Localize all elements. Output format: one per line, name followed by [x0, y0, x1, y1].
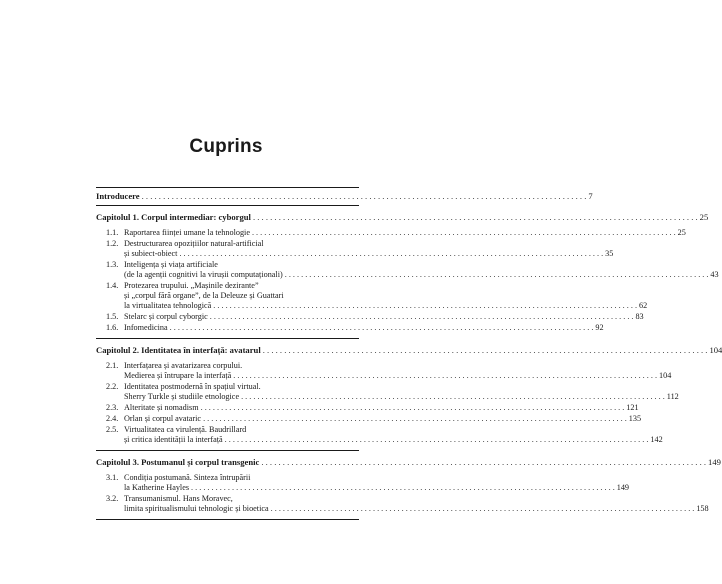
toc-entry-section: [96, 494, 709, 514]
page-number: 25: [677, 228, 686, 237]
page-number: 104: [709, 345, 722, 355]
divider: [96, 519, 359, 520]
entry-label: Capitolul 2. Identitatea în interfață: avatarul: [96, 345, 261, 355]
section-title: [124, 425, 663, 445]
section-title-last-line: [124, 371, 671, 381]
page-title: Cuprins: [189, 136, 263, 157]
section-title: [124, 494, 709, 514]
section-title-last-line: [124, 323, 604, 333]
section-title: [124, 228, 686, 238]
entry-label: Introducere: [96, 191, 140, 201]
section-title-line: la Katherine Hayles: [124, 483, 190, 492]
section-title-last-line: [124, 483, 629, 493]
section-number: 1.4.: [106, 281, 119, 290]
section-number: 1.6.: [106, 323, 119, 332]
page-number: 43: [710, 270, 719, 279]
section-title-last-line: [124, 301, 647, 311]
page-number: 121: [626, 403, 639, 412]
dot-leader: [142, 191, 587, 201]
chapters: [96, 212, 722, 520]
dot-leader: [271, 504, 695, 514]
section-number: 1.5.: [106, 312, 119, 321]
section-title-last-line: [124, 270, 719, 280]
section-title-line: Virtualitatea ca virulență. Baudrillard: [124, 425, 247, 434]
page-number: 25: [699, 212, 709, 222]
page-number: 7: [588, 191, 593, 201]
chapter-block: [96, 457, 721, 520]
section-title-line: Condiția postumană. Sinteza întrupării: [124, 473, 251, 482]
section-title-line: Identitatea postmodernă în spațiul virtual.: [124, 382, 261, 391]
section-title-last-line: [124, 228, 686, 238]
dot-leader: [225, 435, 649, 445]
section-title-last-line: [124, 504, 709, 514]
toc-entry-section: [96, 281, 648, 311]
section-title: [124, 382, 679, 402]
section-title: [124, 414, 641, 424]
section-title-last-line: [124, 249, 613, 259]
section-title: [124, 361, 671, 381]
section-title-line: Sherry Turkle și studiile etnologice: [124, 392, 240, 401]
section-number: 2.2.: [106, 382, 119, 391]
dot-leader: [241, 392, 665, 402]
divider: [96, 187, 359, 188]
toc-entry-chapter: [96, 212, 709, 222]
section-number: 3.1.: [106, 473, 119, 482]
toc-entry-section: [96, 312, 644, 322]
dot-leader: [253, 212, 698, 222]
dot-leader: [191, 483, 615, 493]
section-list: [96, 361, 679, 445]
entry-label: Capitolul 3. Postumanul și corpul transgenic: [96, 457, 260, 467]
section-title: [124, 260, 719, 280]
section-title-last-line: [124, 414, 641, 424]
section-number: 3.2.: [106, 494, 119, 503]
dot-leader: [261, 457, 706, 467]
divider: [96, 205, 359, 206]
dot-leader: [170, 323, 594, 333]
chapter-block: [96, 345, 722, 451]
section-title-line: Inteligența și viața artificiale: [124, 260, 218, 269]
page-number: 92: [595, 323, 604, 332]
toc-entry-section: [96, 361, 672, 381]
dot-leader: [263, 345, 708, 355]
dot-leader: [252, 228, 676, 238]
toc-entry-section: [96, 228, 686, 238]
toc-entry-chapter: [96, 457, 721, 467]
section-list: [96, 473, 709, 514]
section-number: 1.1.: [106, 228, 119, 237]
dot-leader: [179, 249, 603, 259]
section-title-line: și „corpul fără organe”, de la Deleuze și Guattari: [124, 291, 284, 300]
section-title: [124, 312, 644, 322]
page-number: 112: [666, 392, 679, 401]
section-title-line: Destructurarea opozițiilor natural-artificial: [124, 239, 264, 248]
section-list: [96, 228, 719, 333]
divider: [96, 450, 359, 451]
section-title-line: Interfațarea și avatarizarea corpului.: [124, 361, 243, 370]
section-title-line: și subiect-obiect: [124, 249, 178, 258]
dot-leader: [201, 403, 625, 413]
page-number: 142: [650, 435, 663, 444]
dot-leader: [210, 312, 634, 322]
section-title: [124, 323, 604, 333]
section-title-last-line: [124, 403, 639, 413]
section-number: 2.5.: [106, 425, 119, 434]
section-title-line: Orlan și corpul avataric: [124, 414, 202, 423]
page-number: 149: [708, 457, 721, 467]
section-title-line: Medierea și întrupare la interfață: [124, 371, 232, 380]
section-title-line: limita spiritualismului tehnologic și bioetica: [124, 504, 269, 513]
section-title-line: Stelarc și corpul cyborgic: [124, 312, 208, 321]
toc-entry-section: [96, 403, 639, 413]
divider: [96, 338, 359, 339]
section-number: 2.4.: [106, 414, 119, 423]
toc-entry-introduction: [96, 191, 593, 201]
section-title-line: Alteritate și nomadism: [124, 403, 199, 412]
page-number: 35: [605, 249, 614, 258]
table-of-contents: [96, 187, 722, 520]
section-title-last-line: [124, 435, 663, 445]
page-number: 62: [639, 301, 648, 310]
section-title-line: Raportarea ființei umane la tehnologie: [124, 228, 250, 237]
page-number: 135: [628, 414, 642, 423]
page-number: 104: [659, 371, 672, 380]
page-number: 149: [616, 483, 630, 492]
section-title-last-line: [124, 392, 679, 402]
toc-entry-section: [96, 382, 679, 402]
page-number: 158: [696, 504, 709, 513]
toc-entry-section: [96, 473, 630, 493]
section-title-line: Infomedicina: [124, 323, 168, 332]
section-number: 1.2.: [106, 239, 119, 248]
section-number: 1.3.: [106, 260, 119, 269]
dot-leader: [203, 414, 627, 424]
section-number: 2.3.: [106, 403, 119, 412]
toc-entry-section: [96, 414, 642, 424]
section-title: [124, 281, 647, 311]
toc-entry-section: [96, 239, 614, 259]
toc-entry-chapter: [96, 345, 722, 355]
section-title-last-line: [124, 312, 644, 322]
toc-entry-section: [96, 425, 663, 445]
section-title: [124, 403, 639, 413]
dot-leader: [233, 371, 657, 381]
section-title-line: și critica identității la interfață: [124, 435, 223, 444]
dot-leader: [285, 270, 709, 280]
page-number: 83: [635, 312, 644, 321]
section-title: [124, 239, 613, 259]
section-title-line: (de la agenții cognitivi la virușii computaționali): [124, 270, 283, 279]
entry-label: Capitolul 1. Corpul intermediar: cyborgul: [96, 212, 251, 222]
section-title-line: Protezarea trupului. „Mașinile dezirante”: [124, 281, 259, 290]
section-title-line: Transumanismul. Hans Moravec,: [124, 494, 233, 503]
dot-leader: [213, 301, 637, 311]
chapter-block: [96, 212, 719, 339]
toc-entry-section: [96, 323, 604, 333]
section-number: 2.1.: [106, 361, 119, 370]
section-title-line: la virtualitatea tehnologică: [124, 301, 212, 310]
section-title: [124, 473, 629, 493]
toc-entry-section: [96, 260, 719, 280]
